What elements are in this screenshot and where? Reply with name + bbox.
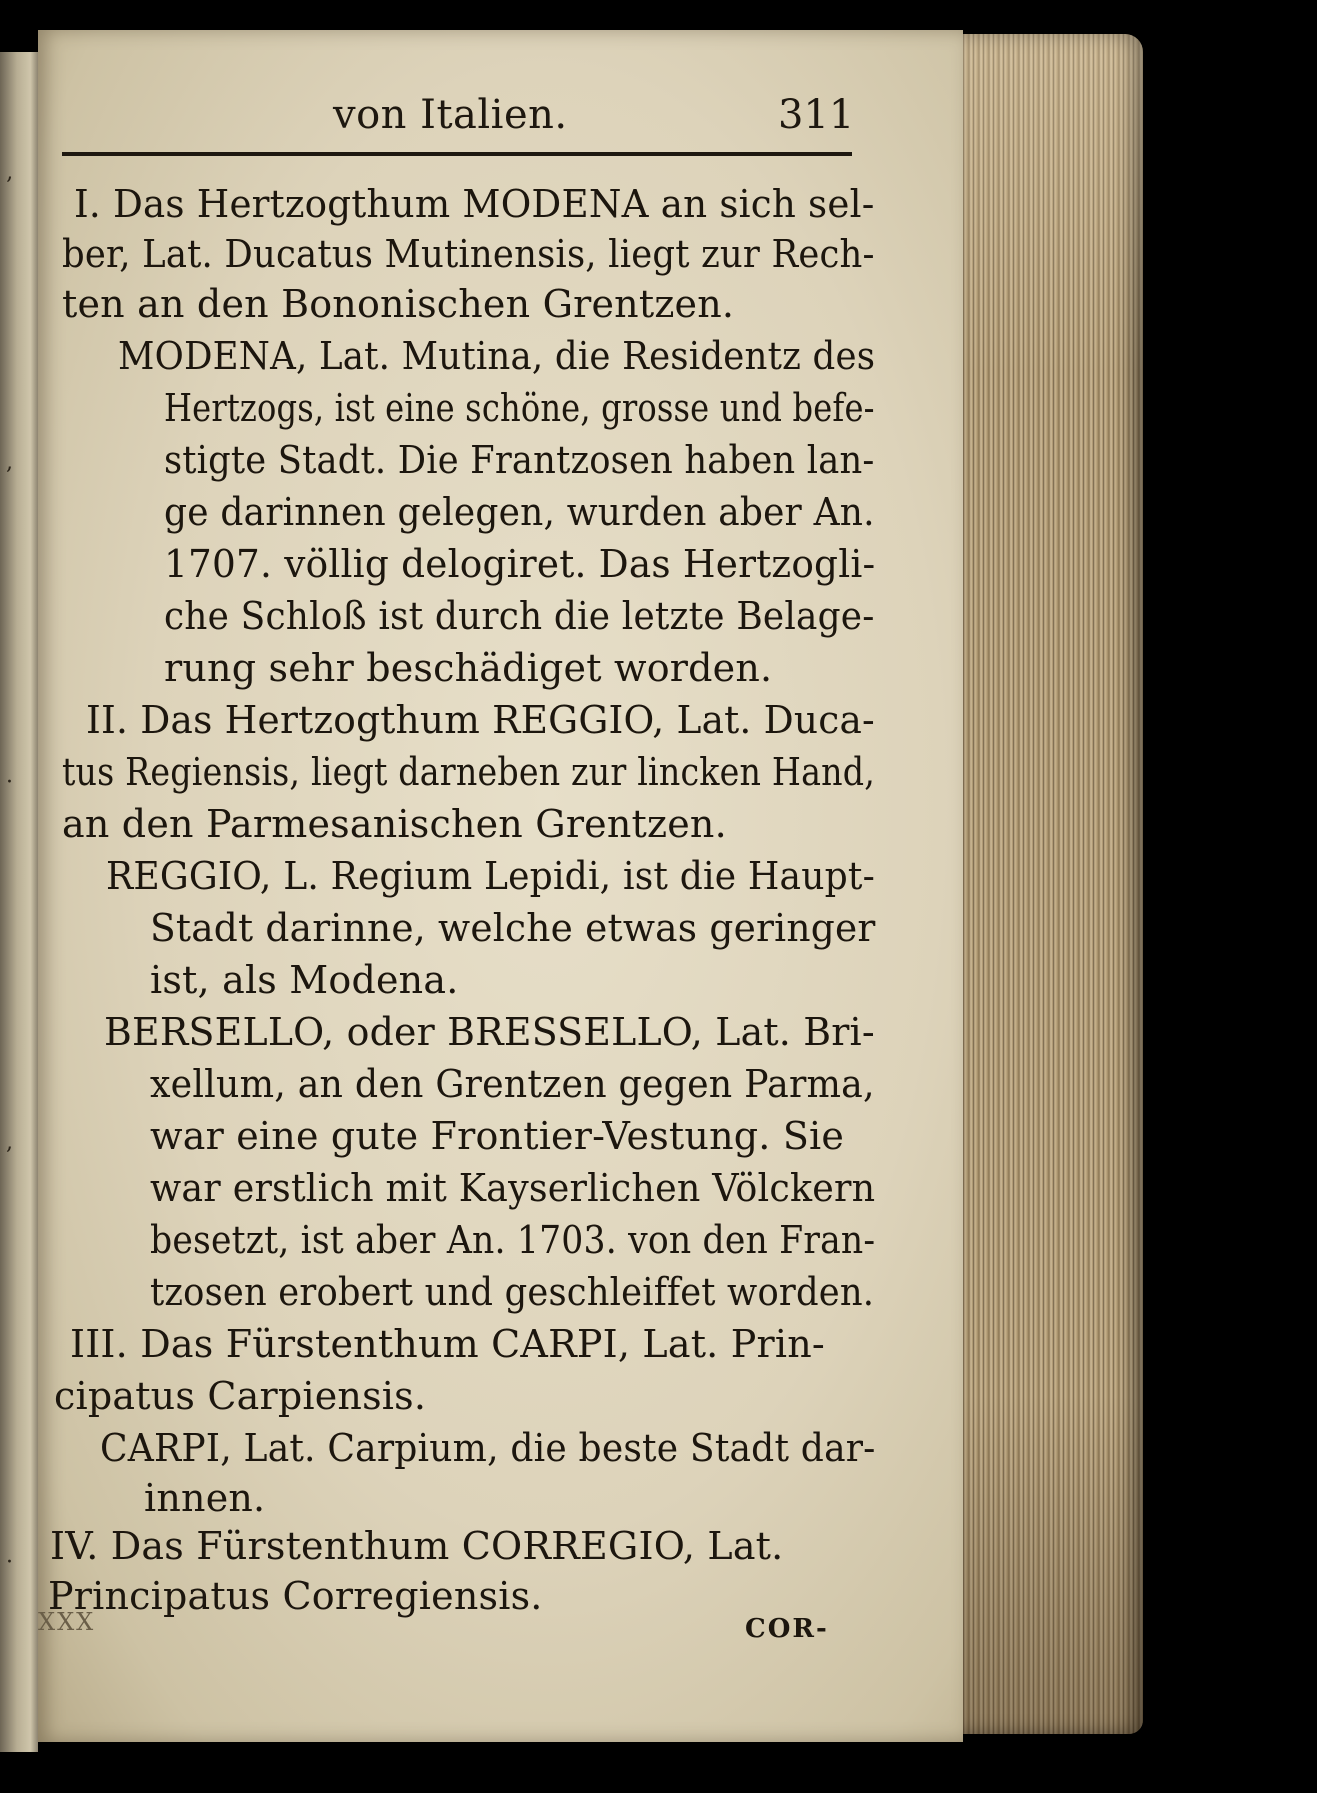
text-line: xellum, an den Grentzen gegen Parma, (150, 1062, 875, 1106)
text-line: 1707. völlig delogiret. Das Hertzogli- (164, 542, 876, 586)
text-line: war eine gute Frontier-Vestung. Sie (150, 1114, 845, 1158)
text-line: ten an den Bononischen Grentzen. (62, 282, 735, 326)
text-line: cipatus Carpiensis. (54, 1374, 427, 1418)
text-line: innen. (144, 1476, 266, 1520)
signature-mark: XXX (38, 1608, 96, 1636)
text-line: ber, Lat. Ducatus Mutinensis, liegt zur Rech- (62, 232, 875, 276)
text-line: CARPI, Lat. Carpium, die beste Stadt dar- (100, 1426, 876, 1470)
text-line: ist, als Modena. (150, 958, 459, 1002)
text-line: IV. Das Fürstenthum CORREGIO, Lat. (50, 1524, 784, 1568)
text-line: MODENA, Lat. Mutina, die Residentz des (118, 334, 876, 378)
text-line: besetzt, ist aber An. 1703. von den Fran- (150, 1218, 876, 1262)
text-line: an den Parmesanischen Grentzen. (62, 802, 727, 846)
page-edge-mark: , (6, 1130, 13, 1155)
text-line: I. Das Hertzogthum MODENA an sich sel- (74, 182, 875, 226)
running-head: von Italien. (333, 92, 568, 138)
page-edge-mark: ‚ (6, 160, 13, 185)
text-line: Principatus Corregiensis. (48, 1574, 543, 1618)
text-line: rung sehr beschädiget worden. (164, 646, 773, 690)
text-line: tzosen erobert und geschleiffet worden. (150, 1270, 875, 1314)
text-line: che Schloß ist durch die letzte Belage- (164, 594, 875, 638)
page-number: 311 (778, 92, 855, 138)
text-line: II. Das Hertzogthum REGGIO, Lat. Duca- (86, 698, 875, 742)
text-line: Hertzogs, ist eine schöne, grosse und befe- (164, 386, 875, 430)
page-edge-mark: · (6, 770, 13, 795)
text-line: stigte Stadt. Die Frantzosen haben lan- (164, 438, 875, 482)
page-edge-mark: , (6, 450, 13, 475)
text-line: ge darinnen gelegen, wurden aber An. (164, 490, 875, 534)
text-line: war erstlich mit Kayserlichen Völckern (150, 1166, 876, 1210)
text-line: REGGIO, L. Regium Lepidi, ist die Haupt- (106, 854, 875, 898)
text-line: Stadt darinne, welche etwas geringer (150, 906, 876, 950)
text-line: tus Regiensis, liegt darneben zur lincken Hand, (62, 750, 875, 794)
text-line: BERSELLO, oder BRESSELLO, Lat. Bri- (104, 1010, 875, 1054)
text-line: III. Das Fürstenthum CARPI, Lat. Prin- (70, 1322, 825, 1366)
catchword: COR- (745, 1614, 829, 1644)
page-edge-mark: · (6, 1550, 13, 1575)
